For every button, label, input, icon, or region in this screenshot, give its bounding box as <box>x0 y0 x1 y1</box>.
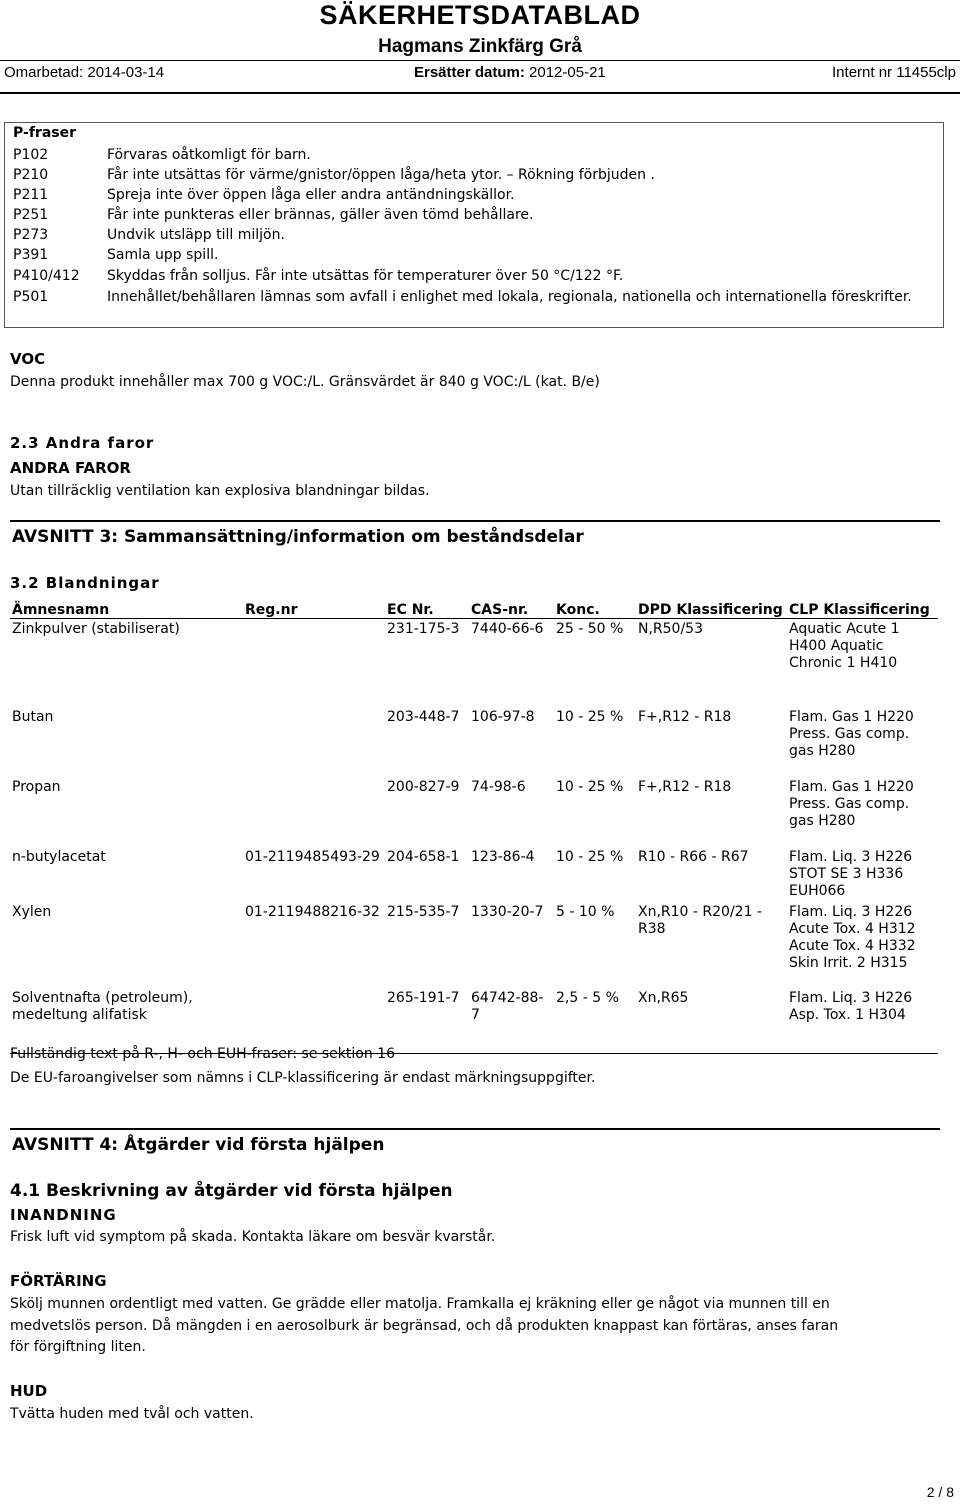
p-phrase-code: P251 <box>13 207 49 223</box>
cell-reg <box>243 988 385 1054</box>
cell-name: Propan <box>12 778 61 795</box>
cell-clp: Flam. Gas 1 H220 Press. Gas comp. gas H280 <box>789 708 914 759</box>
table-row <box>10 777 938 847</box>
cell-cas: 7440-66-6 <box>471 621 544 637</box>
p-phrase-code: P501 <box>13 289 49 305</box>
cell-conc: 10 - 25 % <box>556 848 624 865</box>
replaces-value: 2012-05-21 <box>529 64 606 81</box>
table-row <box>10 902 938 988</box>
p-phrase-text: Samla upp spill. <box>107 247 219 263</box>
table-row <box>10 988 938 1054</box>
table-header-row <box>10 598 938 619</box>
column-header: Reg.nr <box>243 598 385 619</box>
other-hazards-text: Utan tillräcklig ventilation kan explosiva blandningar bildas. <box>10 483 430 499</box>
replaces-label: Ersätter datum: <box>414 64 525 81</box>
p-phrase-code: P410/412 <box>13 268 80 284</box>
cell-conc: 10 - 25 % <box>556 778 624 795</box>
ingestion-heading: FÖRTÄRING <box>10 1272 107 1290</box>
p-phrase-code: P211 <box>13 187 49 203</box>
cell-clp: Flam. Liq. 3 H226 STOT SE 3 H336 EUH066 <box>789 848 913 899</box>
cell-name: Solventnafta (petroleum), medeltung alifatisk <box>10 988 243 1054</box>
cell-conc: 25 - 50 % <box>556 621 624 637</box>
inhalation-text: Frisk luft vid symptom på skada. Kontakta läkare om besvär kvarstår. <box>10 1229 496 1245</box>
cell-dpd: Xn,R65 <box>636 988 787 1054</box>
cell-dpd: F+,R12 - R18 <box>638 708 732 725</box>
cell-ec: 265-191-7 <box>385 988 469 1054</box>
product-name: Hagmans Zinkfärg Grå <box>378 36 582 57</box>
section4-rule <box>10 1128 940 1130</box>
cell-reg <box>243 777 385 847</box>
cell-reg: 01-2119485493-29 <box>245 848 380 865</box>
column-header: Ämnesnamn <box>10 598 243 619</box>
cell-cas: 1330-20-7 <box>471 903 544 920</box>
cell-name: Xylen <box>12 903 52 920</box>
cell-cas: 106-97-8 <box>471 708 535 725</box>
section4-subheading: 4.1 Beskrivning av åtgärder vid första hjälpen <box>10 1181 453 1201</box>
p-phrase-text: Förvaras oåtkomligt för barn. <box>107 147 311 163</box>
column-header: Konc. <box>554 598 636 619</box>
cell-cas: 64742-88-7 <box>469 988 554 1054</box>
cell-conc: 5 - 10 % <box>556 903 615 920</box>
p-phrase-text: Skyddas från solljus. Får inte utsättas för temperaturer över 50 °C/122 °F. <box>107 268 624 284</box>
section3-subheading: 3.2 Blandningar <box>10 574 160 592</box>
cell-clp: Aquatic Acute 1 H400 Aquatic Chronic 1 H410 <box>789 621 900 671</box>
voc-heading: VOC <box>10 350 46 368</box>
cell-conc: 2,5 - 5 % <box>554 988 636 1054</box>
cell-clp: Flam. Gas 1 H220 Press. Gas comp. gas H280 <box>789 778 914 829</box>
p-phrase-text: Får inte utsättas för värme/gnistor/öppen låga/heta ytor. – Rökning förbjuden . <box>107 167 655 183</box>
p-phrase-text: Får inte punkteras eller brännas, gäller även tömd behållare. <box>107 207 534 223</box>
cell-ec: 215-535-7 <box>387 903 460 920</box>
cell-name: Zinkpulver (stabiliserat) <box>12 621 180 637</box>
cell-conc: 10 - 25 % <box>556 708 624 725</box>
table-row <box>10 619 938 707</box>
p-phrase-text: Innehållet/behållaren lämnas som avfall i enlighet med lokala, regionala, nationella och internationella föreskrifter. <box>107 289 912 305</box>
p-phrase-code: P391 <box>13 247 49 263</box>
skin-heading: HUD <box>10 1382 48 1400</box>
section3-rule <box>10 520 940 522</box>
section3-title: AVSNITT 3: Sammansättning/information om beståndsdelar <box>12 527 584 547</box>
document-title: SÄKERHETSDATABLAD <box>319 0 641 30</box>
p-phrases-heading: P-fraser <box>13 125 76 141</box>
column-header: CLP Klassificering <box>787 598 938 619</box>
composition-table <box>10 598 938 1054</box>
section4-title: AVSNITT 4: Åtgärder vid första hjälpen <box>12 1135 385 1155</box>
cell-cas: 123-86-4 <box>471 848 535 865</box>
header-divider-bottom <box>0 92 960 94</box>
internal-number: Internt nr 11455clp <box>832 64 956 81</box>
table-row <box>10 847 938 902</box>
cell-name: Butan <box>12 708 54 725</box>
ingestion-text-1: Skölj munnen ordentligt med vatten. Ge grädde eller matolja. Framkalla ej kräkning eller ge något via munnen till en <box>10 1296 830 1312</box>
ingestion-text-3: för förgiftning liten. <box>10 1339 146 1355</box>
p-phrase-code: P210 <box>13 167 49 183</box>
voc-text: Denna produkt innehåller max 700 g VOC:/L. Gränsvärdet är 840 g VOC:/L (kat. B/e) <box>10 374 600 390</box>
page-number: 2 / 8 <box>926 1484 954 1500</box>
p-phrase-code: P102 <box>13 147 49 163</box>
cell-clp: Flam. Liq. 3 H226 Acute Tox. 4 H312 Acute Tox. 4 H332 Skin Irrit. 2 H315 <box>789 903 916 971</box>
p-phrase-code: P273 <box>13 227 49 243</box>
column-header: DPD Klassificering <box>636 598 787 619</box>
other-hazards-subheading: ANDRA FAROR <box>10 459 131 477</box>
cell-clp: Flam. Liq. 3 H226 Asp. Tox. 1 H304 <box>787 988 938 1054</box>
section3-note-2: De EU-faroangivelser som nämns i CLP-klassificering är endast märkningsuppgifter. <box>10 1070 596 1086</box>
cell-cas: 74-98-6 <box>471 778 526 795</box>
replaces-date <box>414 64 606 81</box>
cell-ec: 231-175-3 <box>387 621 460 637</box>
section3-note-1: Fullständig text på R-, H- och EUH-fraser: se sektion 16 <box>10 1046 395 1062</box>
header-divider <box>0 60 960 61</box>
cell-dpd: F+,R12 - R18 <box>638 778 732 795</box>
revised-date: Omarbetad: 2014-03-14 <box>4 64 165 81</box>
cell-dpd: Xn,R10 - R20/21 - R38 <box>638 903 762 937</box>
skin-text: Tvätta huden med tvål och vatten. <box>10 1406 254 1422</box>
cell-reg: 01-2119488216-32 <box>245 903 380 920</box>
inhalation-heading: INANDNING <box>10 1206 117 1224</box>
ingestion-text-2: medvetslös person. Då mängden i en aerosolburk är begränsad, och då produkten knappast kan förtäras, anses faran <box>10 1318 839 1334</box>
cell-dpd: N,R50/53 <box>638 621 703 637</box>
table-row <box>10 707 938 777</box>
cell-reg <box>243 707 385 777</box>
cell-ec: 200-827-9 <box>387 778 460 795</box>
p-phrases-box <box>4 122 944 328</box>
p-phrase-text: Spreja inte över öppen låga eller andra antändningskällor. <box>107 187 515 203</box>
cell-ec: 203-448-7 <box>387 708 460 725</box>
cell-reg <box>243 619 385 707</box>
other-hazards-heading: 2.3 Andra faror <box>10 434 155 452</box>
cell-ec: 204-658-1 <box>387 848 460 865</box>
cell-dpd: R10 - R66 - R67 <box>638 848 749 865</box>
column-header: EC Nr. <box>385 598 469 619</box>
column-header: CAS-nr. <box>469 598 554 619</box>
p-phrase-text: Undvik utsläpp till miljön. <box>107 227 285 243</box>
cell-name: n-butylacetat <box>12 848 106 865</box>
